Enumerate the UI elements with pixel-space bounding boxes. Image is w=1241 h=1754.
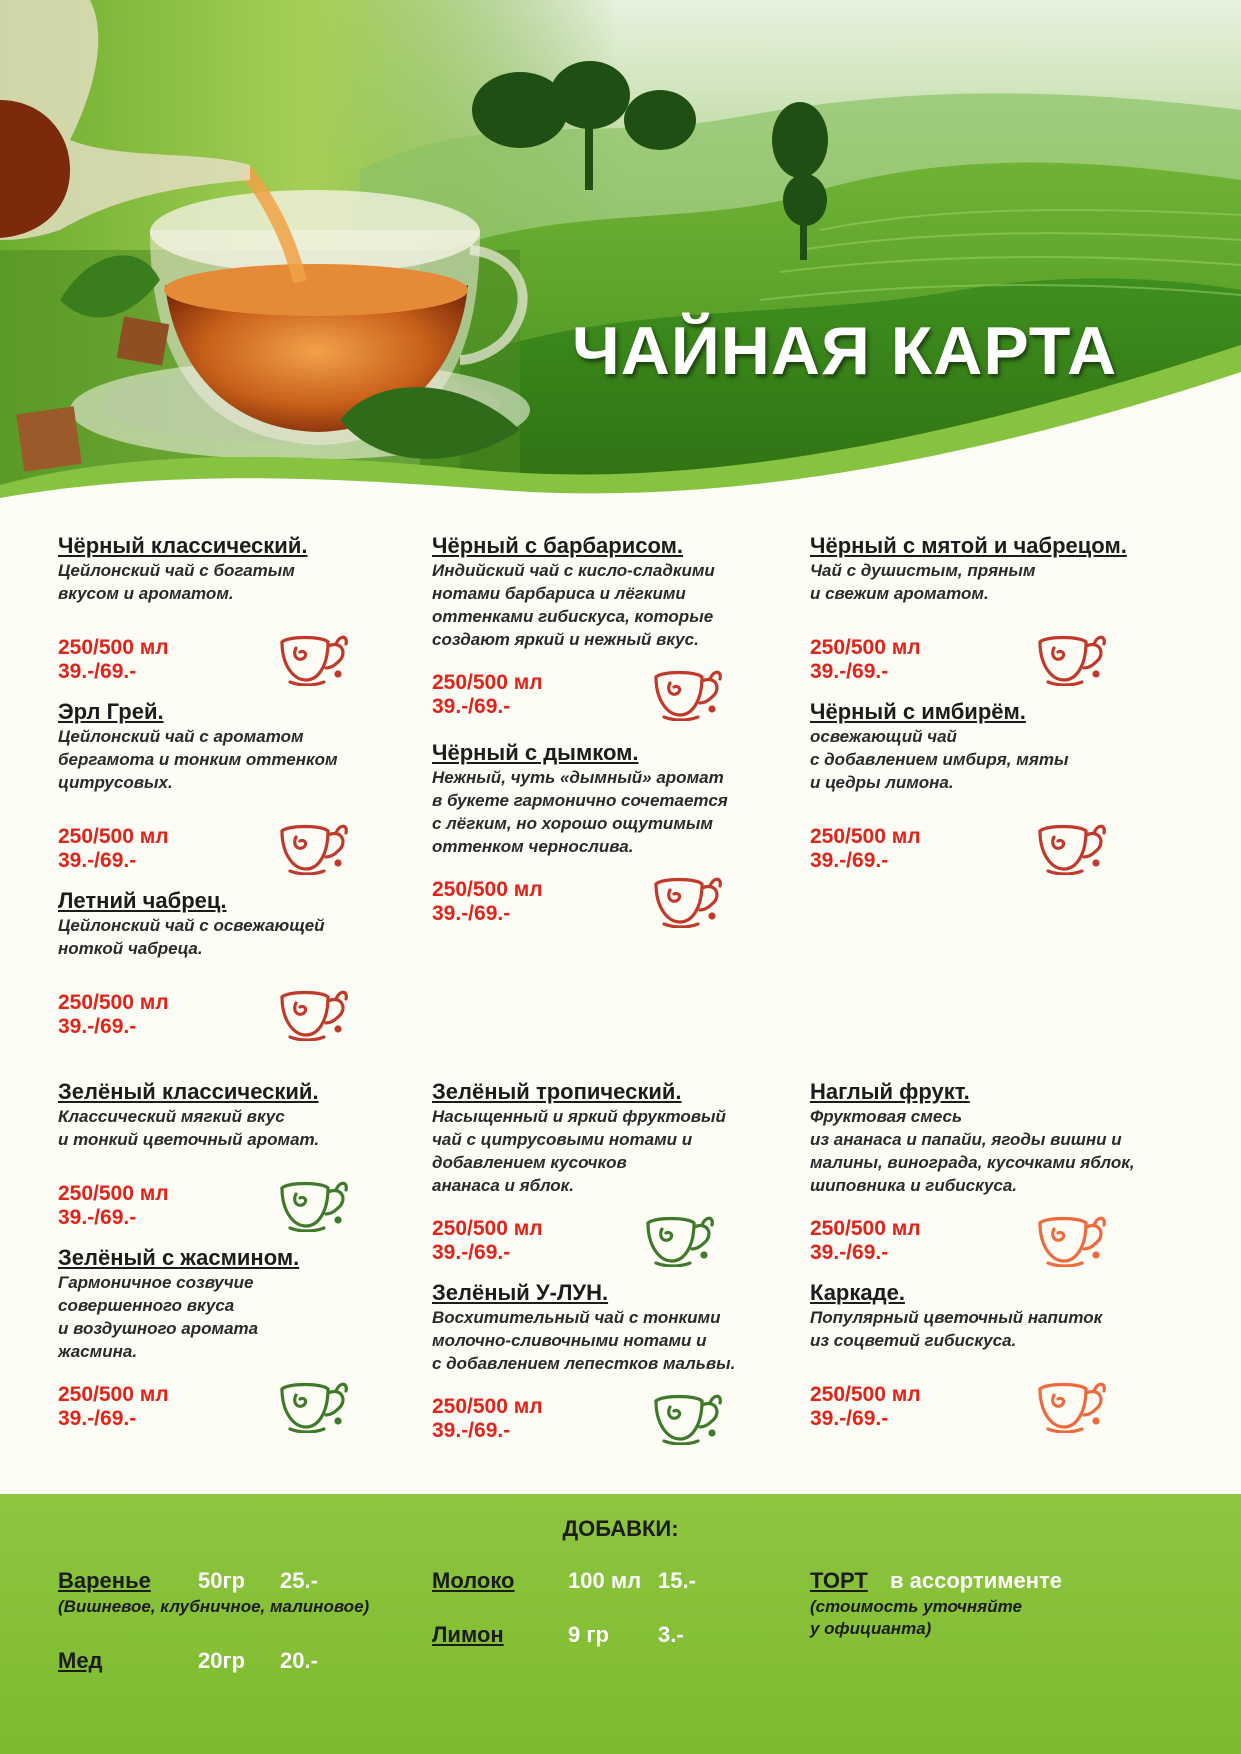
addition-milk-amount: 100 мл bbox=[568, 1568, 642, 1593]
tea-name: Чёрный классический. bbox=[58, 533, 308, 558]
tea-item bbox=[432, 1281, 792, 1451]
tea-size: 250/500 мл bbox=[58, 1383, 169, 1406]
tea-item bbox=[810, 1080, 1220, 1273]
tea-name: Чёрный с имбирём. bbox=[810, 699, 1026, 724]
tea-cup-icon bbox=[650, 1389, 726, 1445]
tea-name: Зелёный У-ЛУН. bbox=[432, 1280, 609, 1305]
tea-item bbox=[810, 700, 1170, 881]
addition-jam-name: Варенье bbox=[58, 1568, 151, 1593]
menu-column-2 bbox=[432, 534, 792, 934]
tea-item bbox=[58, 700, 418, 881]
hero-banner bbox=[0, 0, 1241, 520]
tea-item bbox=[58, 1080, 418, 1238]
tea-cup-icon bbox=[650, 872, 726, 928]
tea-size: 250/500 мл bbox=[58, 1182, 169, 1205]
addition-honey-price: 20.- bbox=[280, 1648, 318, 1673]
tea-price: 39.-/69.- bbox=[58, 1206, 137, 1229]
tea-price: 39.-/69.- bbox=[810, 660, 889, 683]
addition-cake-note: (стоимость уточняйте bbox=[810, 1597, 1022, 1616]
tea-size: 250/500 мл bbox=[58, 991, 169, 1014]
addition-lemon-amount: 9 гр bbox=[568, 1622, 609, 1647]
addition-cake-text: в ассортименте bbox=[890, 1568, 1063, 1593]
tea-name: Наглый фрукт. bbox=[810, 1079, 970, 1104]
tea-cup-icon bbox=[1034, 630, 1110, 686]
menu-column-3 bbox=[810, 534, 1170, 881]
tea-item bbox=[58, 1246, 418, 1439]
tea-item bbox=[432, 1080, 792, 1273]
tea-cup-icon bbox=[276, 1377, 352, 1433]
tea-cup-icon bbox=[276, 819, 352, 875]
addition-honey-amount: 20гр bbox=[198, 1648, 246, 1673]
menu-column-2-green bbox=[432, 1080, 792, 1451]
addition-cake-name: ТОРТ bbox=[810, 1568, 868, 1593]
tea-description: Нежный, чуть «дымный» аромат в букете гармонично сочетается с лёгким, но хорошо ощутимым оттенком чернослива. bbox=[432, 768, 728, 856]
tea-item bbox=[810, 1281, 1220, 1439]
tea-description: Индийский чай с кисло-сладкими нотами барбариса и лёгкими оттенками гибискуса, которые создают яркий и нежный вкус. bbox=[432, 561, 715, 649]
tea-description: Фруктовая смесь из ананаса и папайи, ягоды вишни и малины, винограда, кусочками яблок, шиповника и гибискуса. bbox=[810, 1107, 1135, 1195]
tea-price: 39.-/69.- bbox=[810, 1407, 889, 1430]
addition-milk-price: 15.- bbox=[658, 1568, 696, 1593]
tea-cup-icon bbox=[1034, 1211, 1110, 1267]
addition-milk-name: Молоко bbox=[432, 1568, 515, 1593]
tea-size: 250/500 мл bbox=[810, 1217, 921, 1240]
tea-name: Чёрный с дымком. bbox=[432, 740, 639, 765]
menu-column-3-herbal bbox=[810, 1080, 1220, 1439]
tea-size: 250/500 мл bbox=[58, 825, 169, 848]
tea-price: 39.-/69.- bbox=[810, 849, 889, 872]
addition-honey-name: Мед bbox=[58, 1648, 103, 1673]
addition-jam-note: (Вишневое, клубничное, малиновое) bbox=[58, 1597, 370, 1616]
tea-name: Зелёный классический. bbox=[58, 1079, 319, 1104]
tea-item bbox=[58, 889, 418, 1047]
tea-cup-icon bbox=[276, 630, 352, 686]
tea-description: Насыщенный и яркий фруктовый чай с цитрусовыми нотами и добавлением кусочков ананаса и яблок. bbox=[432, 1107, 726, 1195]
tea-description: освежающий чай с добавлением имбиря, мяты и цедры лимона. bbox=[810, 727, 1069, 792]
tea-description: Гармоничное созвучие совершенного вкуса и воздушного аромата жасмина. bbox=[58, 1273, 259, 1361]
tea-cup-icon bbox=[276, 985, 352, 1041]
tea-price: 39.-/69.- bbox=[58, 660, 137, 683]
tea-item bbox=[58, 534, 418, 692]
tea-cup-icon bbox=[1034, 819, 1110, 875]
tea-cup-icon bbox=[650, 665, 726, 721]
tea-size: 250/500 мл bbox=[432, 1395, 543, 1418]
tea-price: 39.-/69.- bbox=[58, 1015, 137, 1038]
tea-item bbox=[432, 534, 792, 727]
tea-cup-icon bbox=[276, 1176, 352, 1232]
addition-jam-price: 25.- bbox=[280, 1568, 318, 1593]
tea-size: 250/500 мл bbox=[810, 1383, 921, 1406]
menu-column-1-green bbox=[58, 1080, 418, 1439]
tea-price: 39.-/69.- bbox=[58, 1407, 137, 1430]
addition-lemon-name: Лимон bbox=[432, 1622, 504, 1647]
tea-name: Чёрный с барбарисом. bbox=[432, 533, 684, 558]
tea-description: Цейлонский чай с богатым вкусом и ароматом. bbox=[58, 561, 295, 603]
tea-size: 250/500 мл bbox=[810, 636, 921, 659]
tea-cup-icon bbox=[642, 1211, 718, 1267]
tea-description: Восхитительный чай с тонкими молочно-сливочными нотами и с добавлением лепестков мальвы. bbox=[432, 1308, 736, 1373]
tea-name: Эрл Грей. bbox=[58, 699, 164, 724]
additions-title: ДОБАВКИ: bbox=[562, 1516, 679, 1541]
tea-description: Популярный цветочный напиток из соцветий гибискуса. bbox=[810, 1308, 1103, 1350]
tea-name: Зелёный с жасмином. bbox=[58, 1245, 300, 1270]
page-title: ЧАЙНАЯ КАРТА bbox=[572, 313, 1118, 389]
addition-cake-note: у официанта) bbox=[810, 1619, 932, 1638]
tea-price: 39.-/69.- bbox=[432, 1241, 511, 1264]
tea-price: 39.-/69.- bbox=[58, 849, 137, 872]
tea-cup-icon bbox=[1034, 1377, 1110, 1433]
tea-description: Чай с душистым, пряным и свежим ароматом. bbox=[810, 561, 1036, 603]
tea-description: Классический мягкий вкус и тонкий цветочный аромат. bbox=[58, 1107, 320, 1149]
tea-price: 39.-/69.- bbox=[810, 1241, 889, 1264]
menu-column-1 bbox=[58, 534, 418, 1047]
tea-price: 39.-/69.- bbox=[432, 902, 511, 925]
tea-name: Летний чабрец. bbox=[58, 888, 227, 913]
tea-name: Каркаде. bbox=[810, 1280, 905, 1305]
tea-landscape-image bbox=[0, 0, 1241, 520]
tea-price: 39.-/69.- bbox=[432, 695, 511, 718]
tea-size: 250/500 мл bbox=[432, 671, 543, 694]
tea-size: 250/500 мл bbox=[432, 878, 543, 901]
tea-size: 250/500 мл bbox=[810, 825, 921, 848]
tea-item bbox=[432, 741, 792, 934]
tea-size: 250/500 мл bbox=[432, 1217, 543, 1240]
tea-name: Зелёный тропический. bbox=[432, 1079, 682, 1104]
addition-lemon-price: 3.- bbox=[658, 1622, 684, 1647]
tea-description: Цейлонский чай с ароматом бергамота и тонким оттенком цитрусовых. bbox=[58, 727, 338, 792]
tea-price: 39.-/69.- bbox=[432, 1419, 511, 1442]
addition-jam-amount: 50гр bbox=[198, 1568, 246, 1593]
tea-name: Чёрный с мятой и чабрецом. bbox=[810, 533, 1127, 558]
tea-description: Цейлонский чай с освежающей ноткой чабреца. bbox=[58, 916, 325, 958]
tea-item bbox=[810, 534, 1170, 692]
tea-size: 250/500 мл bbox=[58, 636, 169, 659]
